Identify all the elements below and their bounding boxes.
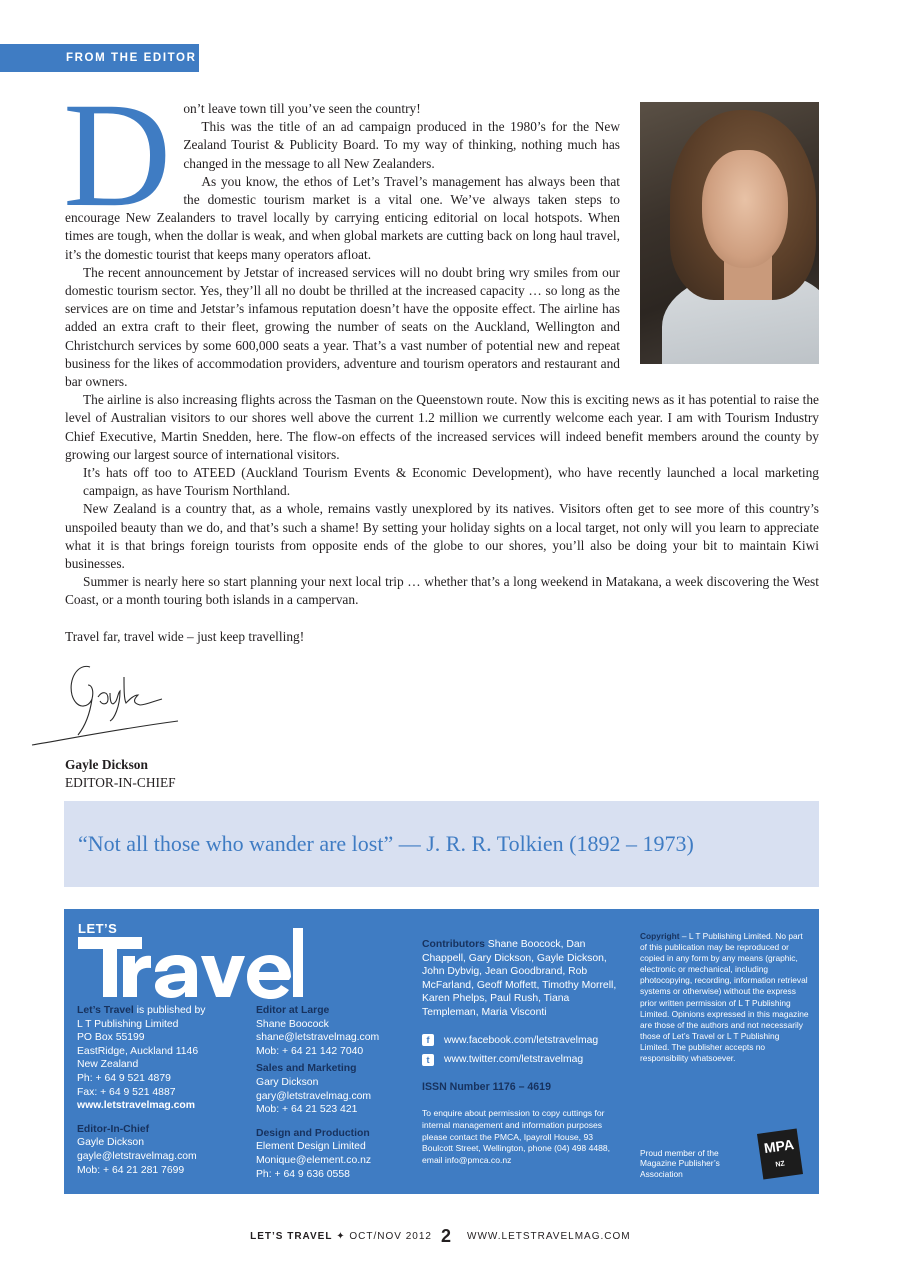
editor-at-large-heading: Editor at Large <box>256 1005 330 1016</box>
masthead-panel <box>64 909 819 1194</box>
publisher-line: L T Publishing Limited <box>77 1018 179 1030</box>
article-paragraph: New Zealand is a country that, as a whole, remains vastly unexplored by its natives. Visitors often get to see more of this country’s unspoiled beauty than we do, and that’s such a shame! By setting your holiday sights on a local target, not only will you learn to appreciate what it is that brings foreign tourists from opposite ends of the globe to our shores, you’ll also be doing your bit to maintain Kiwi businesses. <box>65 501 819 572</box>
article-paragraph: This was the title of an ad campaign produced in the 1980’s for the New Zealand Tourist & Publicity Board. To my way of thinking, nothing much has changed in the message to all New Zealanders. <box>183 119 620 171</box>
contact-line: Mob: + 64 21 142 7040 <box>256 1045 364 1057</box>
footer-issue-date: OCT/NOV 2012 <box>349 1231 432 1242</box>
editor-signature <box>28 655 188 750</box>
contact-email[interactable]: gary@letstravelmag.com <box>256 1090 372 1102</box>
contact-line: Mob: + 64 21 281 7699 <box>77 1164 185 1176</box>
mpa-logo-subtext: NZ <box>775 1160 786 1169</box>
publisher-line: Ph: + 64 9 521 4879 <box>77 1072 171 1084</box>
editor-title: EDITOR-IN-CHIEF <box>65 775 176 790</box>
copyright-heading: Copyright <box>640 931 680 941</box>
contact-line: Ph: + 64 9 636 0558 <box>256 1168 350 1180</box>
publisher-website-link[interactable]: www.letstravelmag.com <box>77 1100 195 1112</box>
mpa-logo-text: MPA <box>762 1136 795 1157</box>
contact-email[interactable]: shane@letstravelmag.com <box>256 1032 380 1044</box>
contact-line: Shane Boocock <box>256 1018 329 1030</box>
logo-wordmark <box>77 920 303 1000</box>
publisher-line: EastRidge, Auckland 1146 <box>77 1045 199 1057</box>
article-paragraph: As you know, the ethos of Let’s Travel’s management has always been that the domestic tourism market is a vital one. We’ve always taken steps to encourage New Zealanders to travel locally by carrying enticing editorial on local hotspots. When times are tough, when the dollar is weak, and when global markets are cutting back on long haul travel, it’s the domestic tourist that keeps many operators afloat. <box>65 173 620 262</box>
mpa-logo <box>757 1128 803 1179</box>
issn-number: ISSN Number 1176 – 4619 <box>422 1080 551 1093</box>
design-heading: Design and Production <box>256 1127 370 1139</box>
contact-line: Mob: + 64 21 523 421 <box>256 1104 358 1116</box>
editor-name: Gayle Dickson <box>65 757 148 772</box>
article-paragraph: It’s hats off too to ATEED (Auckland Tourism Events & Economic Development), who have recently launched a local marketing campaign, as have Tourism Northland. <box>83 465 819 499</box>
facebook-link[interactable]: www.facebook.com/letstravelmag <box>444 1034 599 1046</box>
publisher-line: New Zealand <box>77 1059 139 1071</box>
contact-email[interactable]: gayle@letstravelmag.com <box>77 1150 197 1162</box>
quote-box <box>64 801 819 887</box>
publisher-line: Fax: + 64 9 521 4887 <box>77 1086 176 1098</box>
section-label: FROM THE EDITOR <box>0 44 199 72</box>
copyright-text: – L T Publishing Limited. No part of this publication may be reproduced or copied in any form by any means (graphic, electronic or mechanical, including photocopying, recording, information retrieval systems or otherwise) without the express prior written permission of L T Publishing Limited. Opinions expressed in this magazine are those of the authors and not necessarily those of Let’s Travel or L T Publishing Limited. The publisher accepts no responsibility whatsoever. <box>640 931 809 1064</box>
article-paragraph: on’t leave town till you’ve seen the country! <box>183 101 421 116</box>
lets-travel-logo <box>77 920 303 1000</box>
tolkien-quote: “Not all those who wander are lost” — J. R. R. Tolkien (1892 – 1973) <box>78 831 694 856</box>
contact-line: Gary Dickson <box>256 1076 319 1088</box>
footer-website[interactable]: WWW.LETSTRAVELMAG.COM <box>467 1231 631 1242</box>
closing-line: Travel far, travel wide – just keep travelling! <box>65 628 305 644</box>
footer-brand: LET’S TRAVEL <box>250 1231 333 1242</box>
editorial-article <box>63 72 819 646</box>
staff-column <box>256 1004 421 1181</box>
publisher-column <box>77 1004 247 1177</box>
facebook-icon: f <box>422 1034 434 1046</box>
article-paragraph: The recent announcement by Jetstar of increased services will no doubt bring wry smiles from our domestic tourism sector. Yes, they’ll all no doubt be thrilled at the increased capacity … so long as the services are on time and Jetstar’s infamous reputation doesn’t have the opposite effect. The airline has added an extra craft to their fleet, growing the number of seats on the Auckland, Wellington and Christchurch services by some 600,000 seats a year. That’s a vast number of potential new and repeat business for the likes of accommodation providers, adventure and tourism operators and restaurant and bar owners. <box>65 264 620 390</box>
contact-email[interactable]: Monique@element.co.nz <box>256 1154 372 1166</box>
publisher-line: PO Box 55199 <box>77 1032 145 1044</box>
svg-text:LET’S: LET’S <box>78 921 118 936</box>
twitter-icon: t <box>422 1054 434 1066</box>
mpa-membership-text: Proud member of the Magazine Publisher’s Association <box>640 1148 720 1179</box>
contributors-list: Shane Boocock, Dan Chappell, Gary Dickson, Gayle Dickson, John Dybvig, Jean Goodbrand, Rob McFarland, Geoff Moffett, Timothy Morrell, Karen Phelps, Paul Rush, Tiana Templeman, Maria Visconti <box>422 939 617 1018</box>
article-paragraph: The airline is also increasing flights across the Tasman on the Queenstown route. Now this is exciting news as it has potential to raise the level of Australian visitors to our shores well above the current 1.2 million we currently welcome each year. I am with Tourism Industry Chief Executive, Martin Snedden, here. The flow-on effects of the increased services will indeed benefit members around the county by growing our largest source of international visitors. <box>65 392 819 462</box>
sales-heading: Sales and Marketing <box>256 1063 357 1075</box>
page-footer <box>0 1226 905 1248</box>
facebook-row[interactable] <box>422 1034 622 1048</box>
drop-cap: D <box>63 72 172 238</box>
publisher-intro: is published by <box>133 1005 206 1016</box>
copyright-column <box>640 931 810 1064</box>
footer-separator: ✦ <box>332 1231 350 1242</box>
publisher-name: Let’s Travel <box>77 1005 134 1016</box>
twitter-link[interactable]: www.twitter.com/letstravelmag <box>444 1054 584 1066</box>
editor-portrait-photo <box>640 102 819 364</box>
contributors-column <box>422 938 622 1166</box>
page-number: 2 <box>441 1226 452 1246</box>
footer-issue <box>250 1231 432 1242</box>
permission-notice: To enquire about permission to copy cuttings for internal management and information purposes please contact the PMCA, Ipayroll House, 93 Boulcott Street, Wellington, phone (04) 498 4488, email info@pmca.co.nz <box>422 1108 611 1165</box>
editor-in-chief-heading: Editor-In-Chief <box>77 1123 150 1135</box>
contact-line: Gayle Dickson <box>77 1137 144 1149</box>
contributors-heading: Contributors <box>422 939 485 950</box>
twitter-row[interactable] <box>422 1053 622 1067</box>
contact-line: Element Design Limited <box>256 1141 366 1153</box>
article-paragraph: Summer is nearly here so start planning your next local trip … whether that’s a long weekend in Matakana, a week discovering the West Coast, or a month touring both islands in a campervan. <box>65 574 819 608</box>
